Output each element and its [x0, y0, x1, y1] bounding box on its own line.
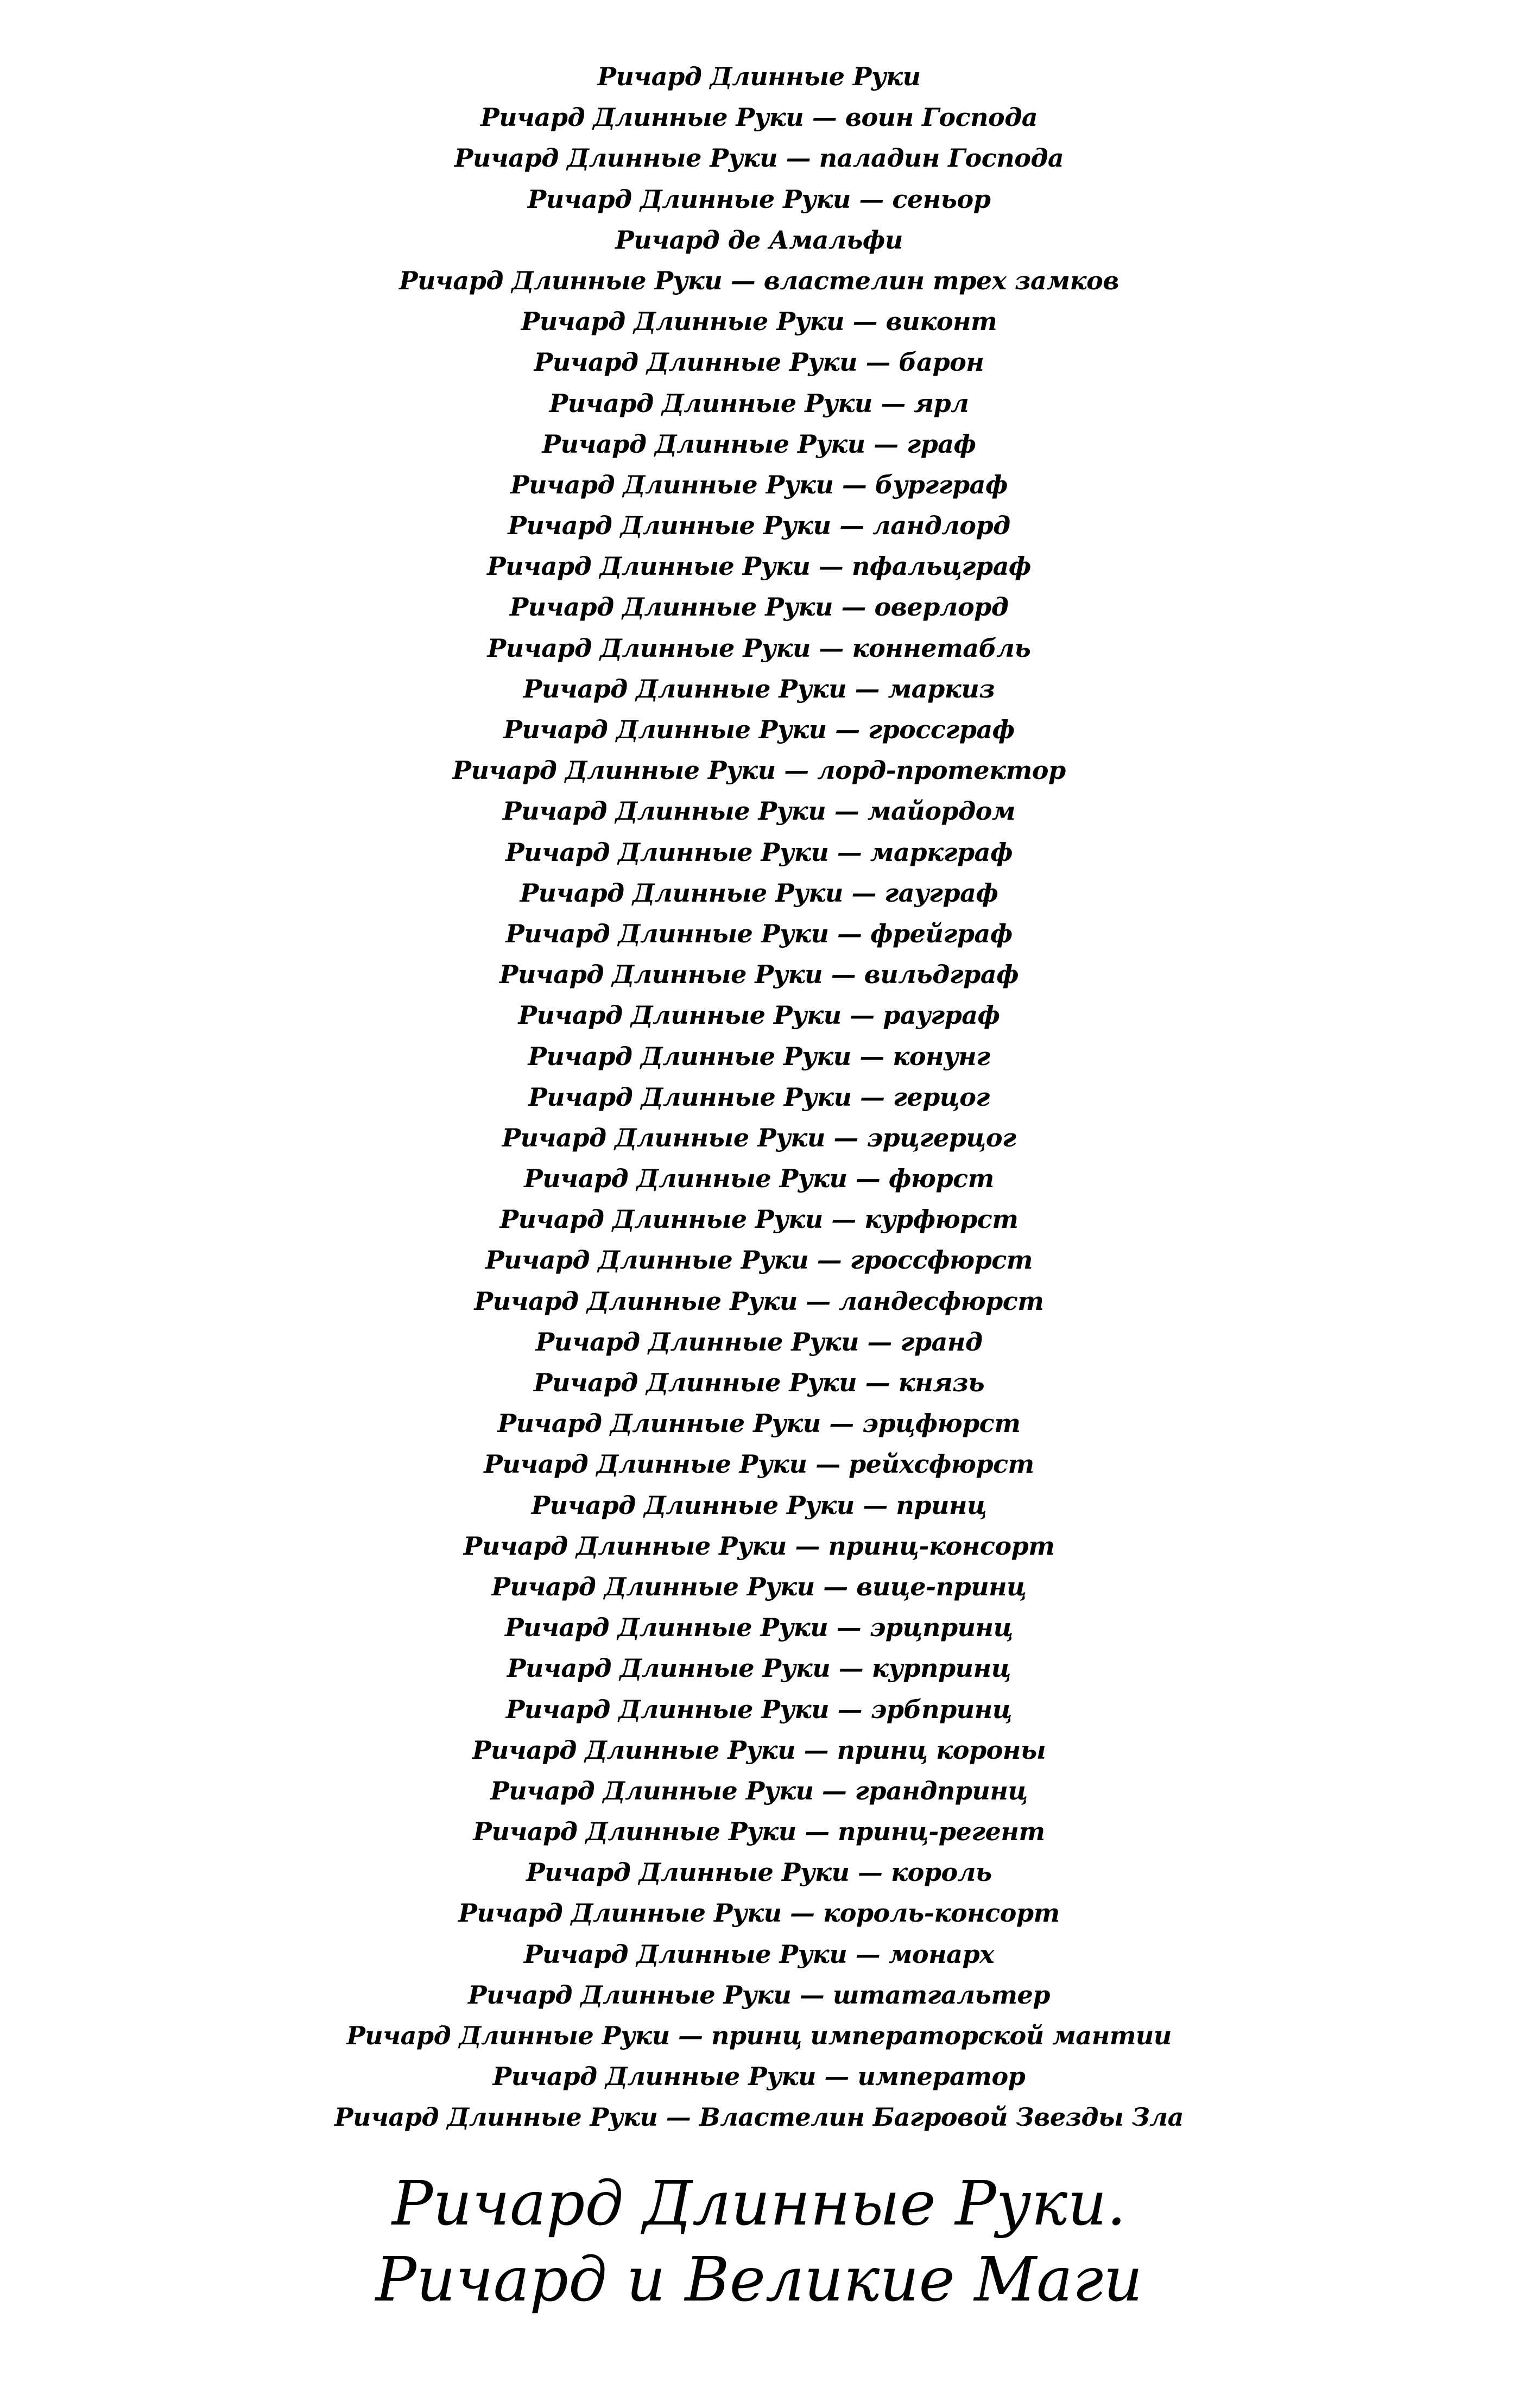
series-title-item: Ричард Длинные Руки — ландесфюрст — [474, 1286, 1044, 1316]
series-title-item: Ричард Длинные Руки — граф — [542, 429, 976, 459]
series-title-item: Ричард Длинные Руки — принц-консорт — [463, 1531, 1055, 1561]
series-title-item: Ричард Длинные Руки — маркиз — [523, 674, 995, 704]
series-title-item: Ричард Длинные Руки — король-консорт — [458, 1898, 1060, 1928]
series-title-item: Ричард Длинные Руки — вильдграф — [499, 960, 1019, 990]
series-title-item: Ричард Длинные Руки — эрбпринц — [505, 1694, 1013, 1724]
series-title-item: Ричард Длинные Руки — Властелин Багровой Звезды Зла — [334, 2102, 1184, 2132]
series-title-item: Ричард Длинные Руки — князь — [533, 1368, 985, 1397]
series-title-item: Ричард Длинные Руки — курпринц — [507, 1653, 1011, 1683]
series-title-item: Ричард Длинные Руки — фрейграф — [505, 918, 1013, 948]
series-title-item: Ричард Длинные Руки — гауграф — [520, 878, 998, 908]
series-title-item: Ричард Длинные Руки — виконт — [521, 307, 997, 337]
series-title-item: Ричард Длинные Руки — пфальцграф — [487, 552, 1031, 581]
series-title-item: Ричард Длинные Руки — гроссфюрст — [485, 1245, 1033, 1275]
series-title-item: Ричард Длинные Руки — бургграф — [510, 470, 1008, 499]
series-title-item: Ричард Длинные Руки — коннетабль — [487, 633, 1031, 663]
series-title-item: Ричард Длинные Руки — император — [492, 2062, 1026, 2092]
series-title-item: Ричард Длинные Руки — гроссграф — [503, 715, 1015, 744]
series-title-item: Ричард Длинные Руки — король — [526, 1858, 992, 1887]
series-title-item: Ричард Длинные Руки — майордом — [503, 796, 1015, 826]
series-title-item: Ричард Длинные Руки — гранд — [535, 1327, 983, 1357]
series-title-item: Ричард Длинные Руки — эрцгерцог — [502, 1123, 1016, 1152]
series-title-item: Ричард Длинные Руки — принц-регент — [473, 1817, 1045, 1847]
series-title-item: Ричард Длинные Руки — паладин Господа — [454, 143, 1064, 173]
series-title-item: Ричард Длинные Руки — монарх — [523, 1939, 995, 1969]
series-title-item: Ричард Длинные Руки — штатгальтер — [468, 1980, 1050, 2010]
series-title-item: Ричард Длинные Руки — ландлорд — [508, 511, 1010, 541]
series-title-item: Ричард Длинные Руки — конунг — [528, 1041, 990, 1071]
series-title-item: Ричард Длинные Руки — лорд-протектор — [452, 756, 1066, 785]
series-title-item: Ричард Длинные Руки — властелин трех замков — [399, 265, 1119, 295]
series-title-item: Ричард Длинные Руки — герцог — [528, 1082, 990, 1112]
book-title-line-1: Ричард Длинные Руки. — [391, 2169, 1127, 2239]
series-title-item: Ричард Длинные Руки — рейхсфюрст — [484, 1449, 1034, 1479]
book-title-line-2: Ричард и Великие Маги — [375, 2245, 1143, 2315]
series-title-item: Ричард Длинные Руки — эрцфюрст — [497, 1409, 1021, 1439]
series-title-item: Ричард Длинные Руки — рауграф — [518, 1000, 1000, 1030]
series-title-item: Ричард Длинные Руки — вице-принц — [491, 1571, 1027, 1601]
series-title-item: Ричард Длинные Руки — курфюрст — [499, 1205, 1019, 1234]
series-title-item: Ричард Длинные Руки — принц — [531, 1490, 987, 1520]
series-title-item: Ричард Длинные Руки — грандпринц — [490, 1776, 1028, 1805]
series-title-item: Ричард Длинные Руки — ярл — [549, 388, 969, 418]
series-title-item: Ричард Длинные Руки — воин Господа — [480, 103, 1038, 132]
series-title-item: Ричард Длинные Руки — фюрст — [524, 1164, 994, 1194]
series-title-item: Ричард Длинные Руки — принц императорской мантии — [346, 2021, 1172, 2050]
series-titles-list — [0, 56, 1518, 2138]
book-title — [0, 2166, 1518, 2318]
series-title-item: Ричард Длинные Руки — сеньор — [527, 184, 991, 214]
series-title-item: Ричард Длинные Руки — барон — [534, 347, 984, 377]
series-title-item: Ричард Длинные Руки — принц короны — [472, 1735, 1046, 1765]
series-title-item: Ричард Длинные Руки — эрцпринц — [504, 1613, 1014, 1643]
series-title-item: Ричард Длинные Руки — маркграф — [505, 837, 1013, 867]
series-title-item: Ричард Длинные Руки — оверлорд — [509, 592, 1009, 622]
series-title-item: Ричард Длинные Руки — [597, 62, 921, 91]
series-title-item: Ричард де Амальфи — [615, 225, 903, 255]
